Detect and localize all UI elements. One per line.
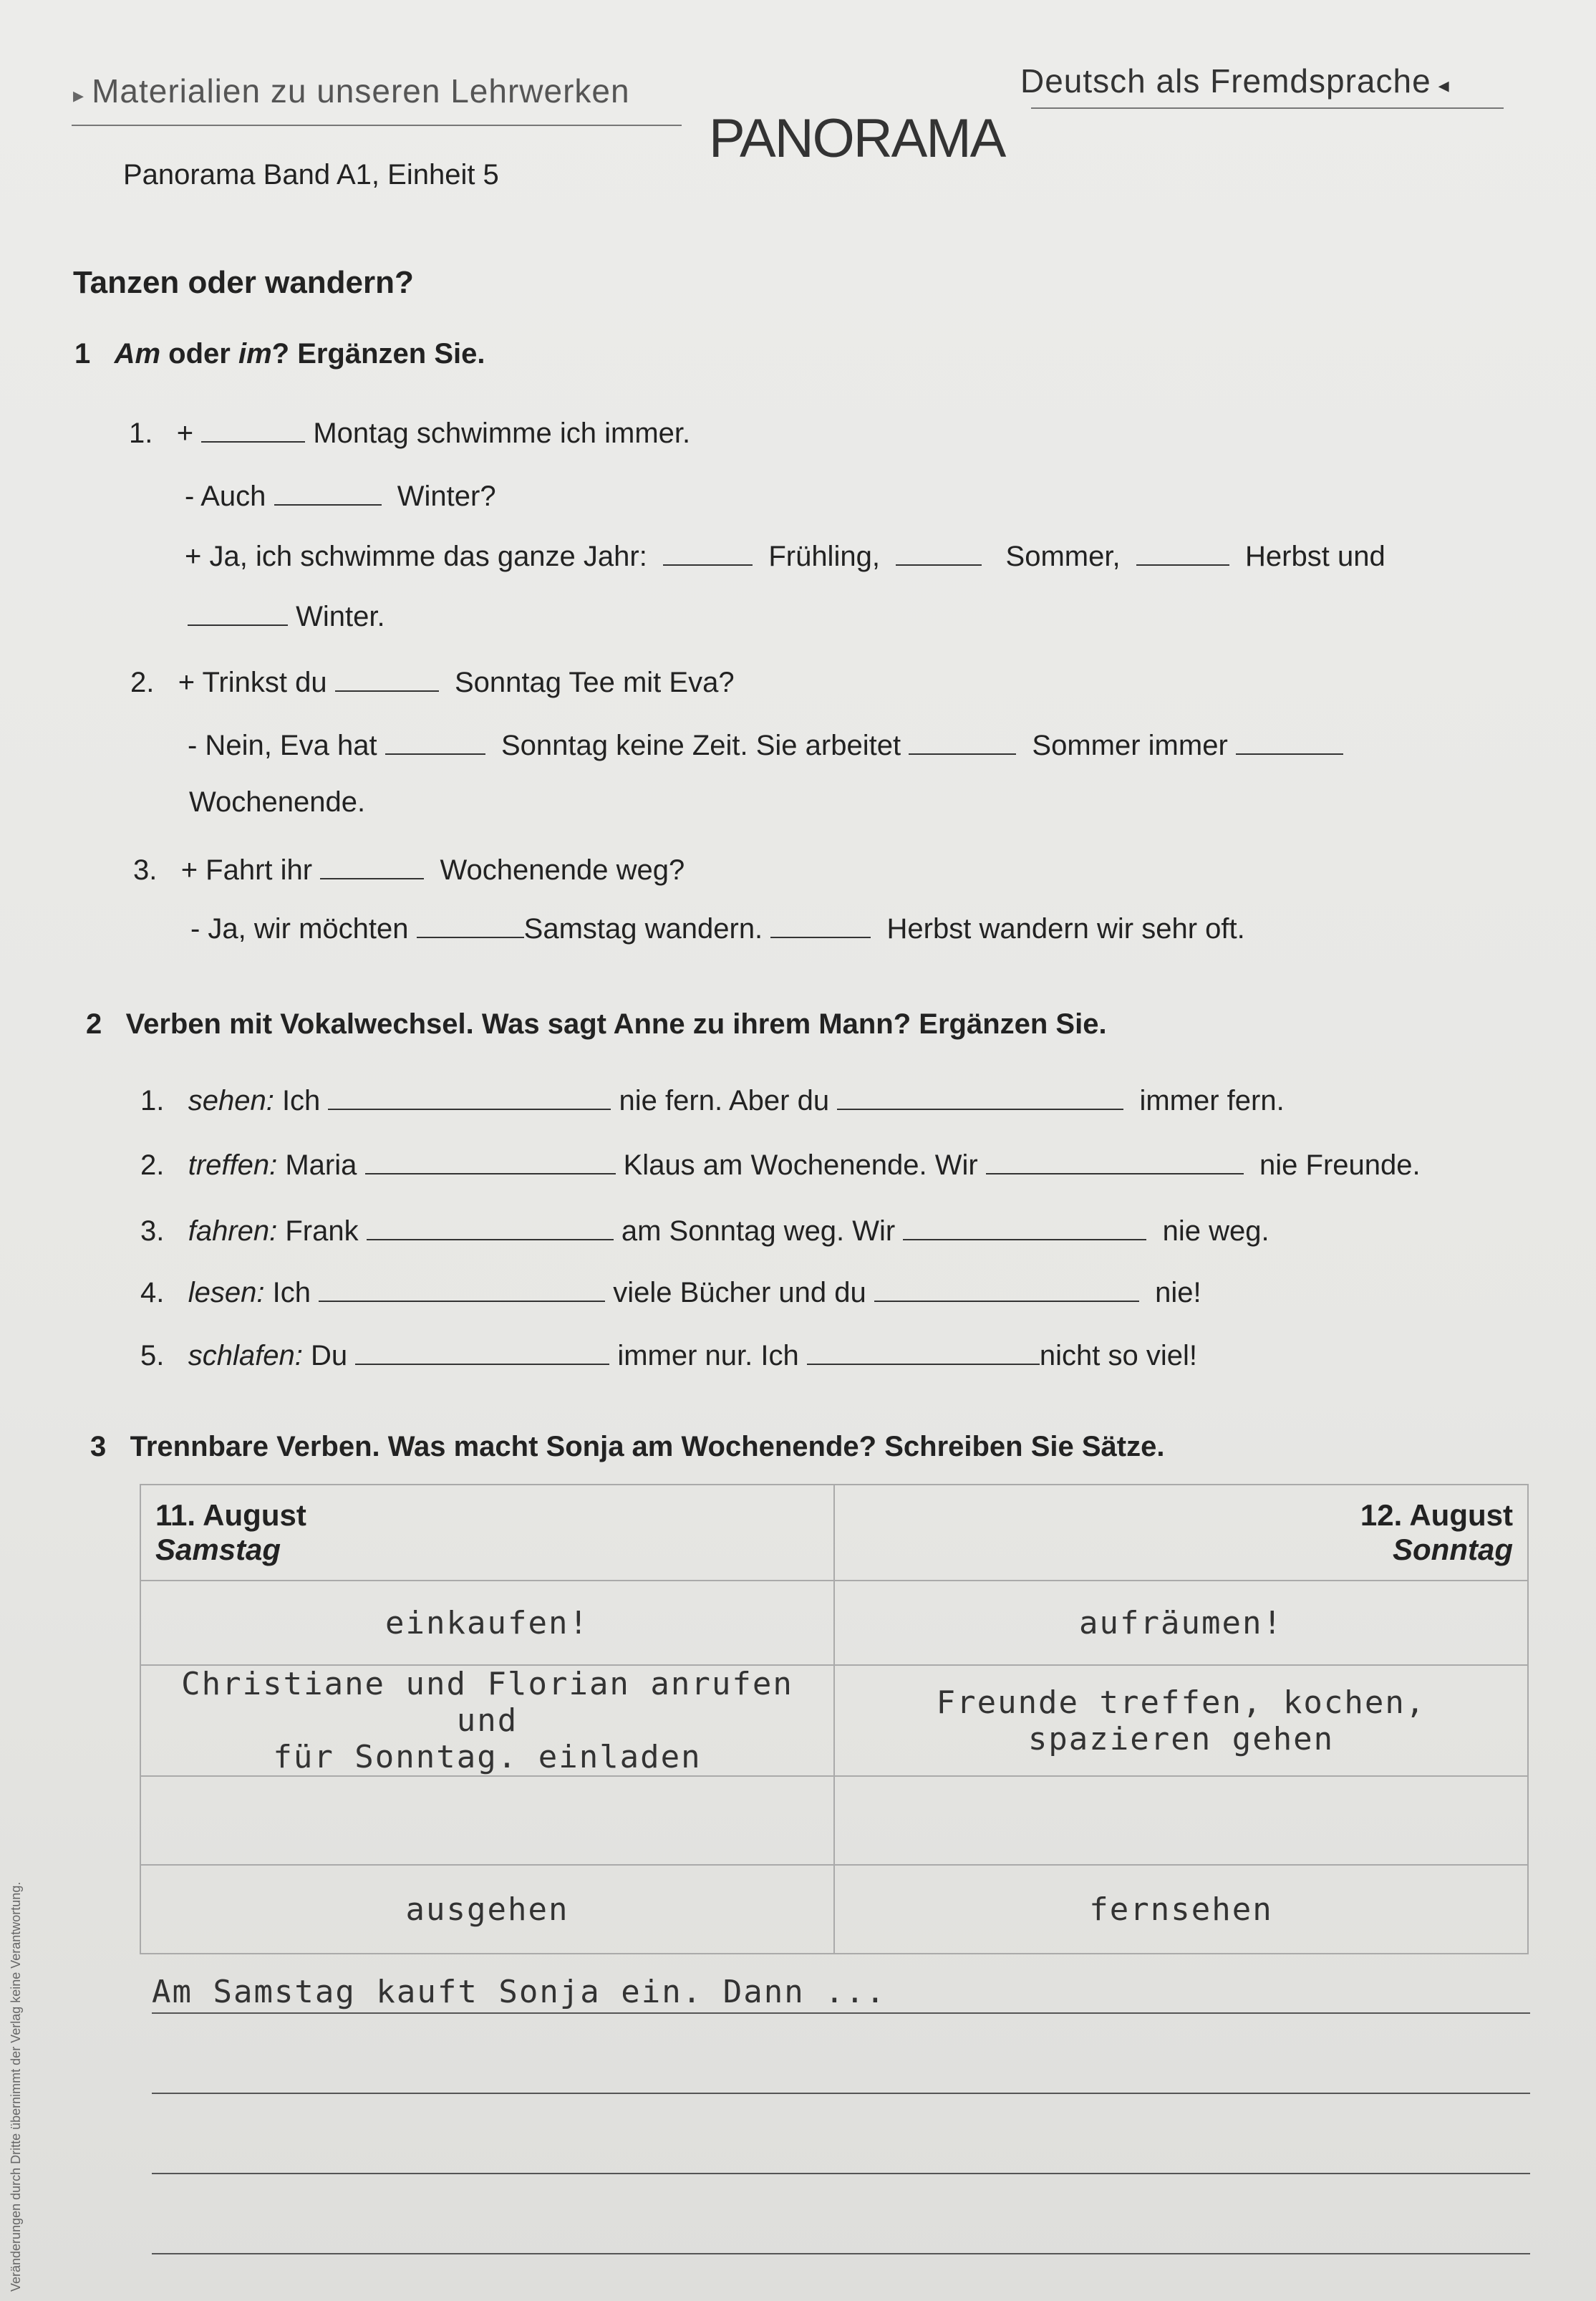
- ex1-heading-am: Am: [114, 338, 161, 370]
- blank[interactable]: [188, 599, 288, 626]
- saturday-cell-line: Christiane und Florian anrufen und: [181, 1666, 793, 1739]
- ex2-number: 2: [86, 1008, 102, 1040]
- table-row: [140, 1665, 1528, 1776]
- triangle-right-icon: ▸: [73, 84, 85, 107]
- blank[interactable]: [417, 911, 524, 938]
- header-rule-left: [72, 125, 682, 126]
- sunday-cell: aufräumen!: [834, 1581, 1528, 1665]
- blank[interactable]: [320, 852, 424, 879]
- sunday-cell-line: spazieren gehen: [1027, 1720, 1335, 1757]
- answer-example: Am Samstag kauft Sonja ein. Dann ...: [152, 1974, 886, 2010]
- blank[interactable]: [385, 728, 485, 755]
- blank[interactable]: [1136, 539, 1229, 566]
- saturday-cell: ausgehen: [140, 1865, 834, 1954]
- ex1-number: 1: [74, 338, 91, 370]
- ex2-heading-text: Verben mit Vokalwechsel. Was sagt Anne zu ihrem Mann? Ergänzen Sie.: [125, 1008, 1107, 1040]
- blank[interactable]: [355, 1338, 609, 1365]
- ex1-heading: [74, 338, 485, 370]
- header-daf-text: Deutsch als Fremdsprache: [1020, 62, 1431, 100]
- saturday-cell: einkaufen!: [140, 1581, 834, 1665]
- ex3-heading: [90, 1431, 1164, 1463]
- table-row: [140, 1581, 1528, 1665]
- ex1-line-3: + Ja, ich schwimme das ganze Jahr: Frühling, Sommer, Herbst und: [185, 539, 1385, 573]
- table-header-row: [140, 1485, 1528, 1581]
- header-materials-text: Materialien zu unseren Lehrwerken: [92, 72, 630, 110]
- ex1-heading-im: im: [238, 338, 272, 370]
- ex1-line-2: - Auch Winter?: [185, 478, 496, 513]
- ex1-heading-rest: ? Ergänzen Sie.: [271, 338, 485, 370]
- sunday-cell: [834, 1776, 1528, 1865]
- blank[interactable]: [274, 478, 382, 506]
- ex2-row: 5. schlafen: Du immer nur. Ich nicht so viel!: [140, 1338, 1197, 1372]
- blank[interactable]: [837, 1083, 1123, 1110]
- saturday-cell: [140, 1665, 834, 1776]
- ex1-line-4: Winter.: [188, 599, 385, 633]
- ex2-row: 1. sehen: Ich nie fern. Aber du immer fern.: [140, 1083, 1285, 1117]
- side-note: [9, 1647, 23, 2292]
- sunday-header: [834, 1485, 1528, 1581]
- header-rule-right: [1031, 107, 1504, 109]
- table-row: [140, 1865, 1528, 1954]
- brand-logo: PANORAMA: [709, 108, 1005, 169]
- table-row: [140, 1776, 1528, 1865]
- page-title: Tanzen oder wandern?: [73, 265, 414, 300]
- blank[interactable]: [874, 1275, 1139, 1302]
- weekend-plan-table: [140, 1484, 1529, 1954]
- ex2-row: 3. fahren: Frank am Sonntag weg. Wir nie weg.: [140, 1213, 1269, 1248]
- sunday-cell-line: Freunde treffen, kochen,: [936, 1684, 1426, 1721]
- ex3-number: 3: [90, 1431, 107, 1462]
- ex2-row: 2. treffen: Maria Klaus am Wochenende. Wir nie Freunde.: [140, 1147, 1421, 1182]
- ex2-row: 4. lesen: Ich viele Bücher und du nie!: [140, 1275, 1201, 1309]
- header-daf: [1020, 62, 1450, 100]
- header-materials: [73, 72, 630, 110]
- ex1-line-7: Wochenende.: [189, 786, 366, 818]
- blank[interactable]: [807, 1338, 1040, 1365]
- ex3-heading-text: Trennbare Verben. Was macht Sonja am Wochenende? Schreiben Sie Sätze.: [130, 1431, 1165, 1462]
- ex1-heading-oder: oder: [160, 338, 238, 370]
- ex2-heading: [86, 1008, 1107, 1041]
- blank[interactable]: [365, 1147, 616, 1174]
- blank[interactable]: [909, 728, 1016, 755]
- side-note-text: Veränderungen durch Dritte übernimmt der Verlag keine Verantwortung.: [9, 1881, 23, 2292]
- blank[interactable]: [1236, 728, 1343, 755]
- ex1-line-6: - Nein, Eva hat Sonntag keine Zeit. Sie arbeitet Sommer immer: [188, 728, 1343, 762]
- answer-line[interactable]: [152, 2093, 1530, 2094]
- saturday-header: [140, 1485, 834, 1581]
- sunday-date: 12. August: [1360, 1498, 1513, 1532]
- answer-line[interactable]: [152, 2173, 1530, 2174]
- blank[interactable]: [201, 415, 305, 443]
- sunday-cell: [834, 1665, 1528, 1776]
- blank[interactable]: [896, 539, 982, 566]
- saturday-cell: [140, 1776, 834, 1865]
- blank[interactable]: [367, 1213, 614, 1240]
- saturday-day: Samstag: [155, 1533, 281, 1566]
- blank[interactable]: [770, 911, 871, 938]
- ex1-line-1: 1. + Montag schwimme ich immer.: [129, 415, 690, 450]
- blank[interactable]: [335, 665, 439, 692]
- triangle-left-icon: ◂: [1438, 74, 1450, 97]
- answer-line[interactable]: [152, 2253, 1530, 2254]
- blank[interactable]: [328, 1083, 611, 1110]
- answer-line[interactable]: [152, 2012, 1530, 2014]
- ex1-line-8: 3. + Fahrt ihr Wochenende weg?: [133, 852, 685, 887]
- blank[interactable]: [903, 1213, 1146, 1240]
- subtitle: Panorama Band A1, Einheit 5: [123, 159, 499, 190]
- sunday-day: Sonntag: [1393, 1533, 1513, 1566]
- saturday-cell-line: für Sonntag. einladen: [273, 1739, 702, 1775]
- saturday-date: 11. August: [155, 1498, 306, 1532]
- sunday-cell: fernsehen: [834, 1865, 1528, 1954]
- blank[interactable]: [986, 1147, 1244, 1174]
- blank[interactable]: [319, 1275, 605, 1302]
- ex1-line-5: 2. + Trinkst du Sonntag Tee mit Eva?: [130, 665, 735, 699]
- blank[interactable]: [663, 539, 753, 566]
- ex1-line-9: - Ja, wir möchten Samstag wandern. Herbst wandern wir sehr oft.: [190, 911, 1245, 945]
